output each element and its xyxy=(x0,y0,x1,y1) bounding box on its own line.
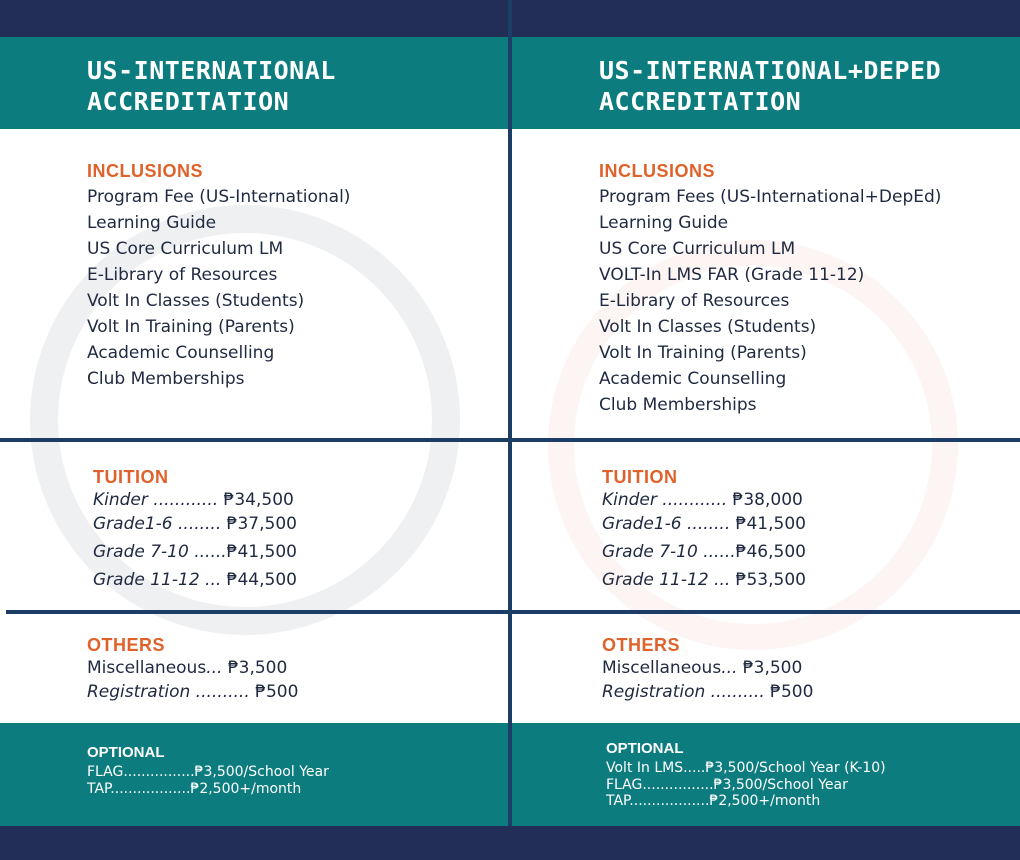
left-inclusions-label: INCLUSIONS xyxy=(87,161,204,181)
optional-item: FLAG................₱3,500/School Year xyxy=(606,776,848,793)
leader-dots: ........ xyxy=(172,514,227,534)
misc-label: Miscellaneous xyxy=(602,658,722,678)
misc-label: Miscellaneous xyxy=(87,658,207,678)
left-misc-row xyxy=(87,658,287,678)
right-tuition-row xyxy=(602,514,806,534)
list-item: VOLT-In LMS FAR (Grade 11-12) xyxy=(599,265,865,285)
right-others-label: OTHERS xyxy=(602,635,681,655)
price: ₱500 xyxy=(255,682,299,702)
price: ₱53,500 xyxy=(735,570,806,590)
right-plan-title xyxy=(599,55,941,117)
right-inclusions-list xyxy=(599,184,941,418)
grade-label: Grade 7-10 xyxy=(602,542,698,562)
list-item: Volt In Training (Parents) xyxy=(599,343,807,363)
grade-label: Grade 11-12 xyxy=(93,570,200,590)
price: ₱46,500 xyxy=(735,542,806,562)
registration-label: Registration xyxy=(602,682,706,702)
leader-dots: ........ xyxy=(681,514,736,534)
list-item: Volt In Training (Parents) xyxy=(87,317,295,337)
list-item: Academic Counselling xyxy=(599,369,787,389)
optional-item: TAP..................₱2,500+/month xyxy=(606,793,821,809)
column-divider xyxy=(508,0,512,826)
left-optional-label: OPTIONAL xyxy=(87,744,165,761)
left-others-label: OTHERS xyxy=(87,635,166,655)
left-tuition-row xyxy=(93,514,297,534)
price: ₱3,500 xyxy=(742,658,803,678)
price: ₱38,000 xyxy=(732,490,803,510)
left-registration-row xyxy=(87,682,298,702)
price: ₱37,500 xyxy=(226,514,297,534)
registration-label: Registration xyxy=(87,682,191,702)
right-optional-label: OPTIONAL xyxy=(606,740,684,757)
price: ₱44,500 xyxy=(226,570,297,590)
grade-label: Grade 7-10 xyxy=(93,542,189,562)
leader-dots: ... xyxy=(206,658,228,678)
left-plan-title xyxy=(87,55,336,117)
left-title-line1: US-INTERNATIONAL xyxy=(87,56,336,85)
left-tuition-label: TUITION xyxy=(93,467,169,487)
leader-dots: ...... xyxy=(188,542,227,562)
list-item: US Core Curriculum LM xyxy=(87,239,284,259)
optional-item: TAP..................₱2,500+/month xyxy=(87,780,302,797)
right-misc-row xyxy=(602,658,802,678)
left-title-line2: ACCREDITATION xyxy=(87,87,290,116)
leader-dots: ...... xyxy=(697,542,736,562)
right-title-line1: US-INTERNATIONAL+DEPED xyxy=(599,56,942,85)
leader-dots: .......... xyxy=(190,682,256,702)
grade-label: Grade1-6 xyxy=(602,514,682,534)
list-item: Learning Guide xyxy=(87,213,217,233)
grade-label: Grade 11-12 xyxy=(602,570,709,590)
list-item: Club Memberships xyxy=(87,369,245,389)
left-tuition-row xyxy=(93,542,297,562)
right-title-line2: ACCREDITATION xyxy=(599,87,802,116)
left-tuition-row xyxy=(93,490,294,510)
leader-dots: ............ xyxy=(656,490,733,510)
right-inclusions-label: INCLUSIONS xyxy=(599,161,716,181)
price: ₱500 xyxy=(770,682,814,702)
list-item: Academic Counselling xyxy=(87,343,275,363)
leader-dots: .......... xyxy=(705,682,771,702)
grade-label: Kinder xyxy=(93,490,148,510)
optional-item: Volt In LMS.....₱3,500/School Year (K-10) xyxy=(606,760,886,776)
list-item: Program Fees (US-International+DepEd) xyxy=(599,187,942,207)
bottom-band xyxy=(0,826,1020,860)
right-tuition-row xyxy=(602,570,806,590)
right-tuition-row xyxy=(602,542,806,562)
list-item: E-Library of Resources xyxy=(599,291,790,311)
right-tuition-label: TUITION xyxy=(602,467,678,487)
leader-dots: ... xyxy=(199,570,227,590)
grade-label: Grade1-6 xyxy=(93,514,173,534)
price: ₱3,500 xyxy=(227,658,288,678)
list-item: Learning Guide xyxy=(599,213,729,233)
price: ₱34,500 xyxy=(223,490,294,510)
leader-dots: ... xyxy=(708,570,736,590)
left-inclusions-list xyxy=(87,184,350,392)
list-item: Program Fee (US-International) xyxy=(87,187,351,207)
list-item: Volt In Classes (Students) xyxy=(599,317,817,337)
right-registration-row xyxy=(602,682,813,702)
price: ₱41,500 xyxy=(226,542,297,562)
others-divider xyxy=(6,610,1020,614)
leader-dots: ... xyxy=(721,658,743,678)
leader-dots: ............ xyxy=(147,490,224,510)
left-optional-list xyxy=(87,764,329,797)
price: ₱41,500 xyxy=(735,514,806,534)
list-item: US Core Curriculum LM xyxy=(599,239,796,259)
right-optional-list xyxy=(606,760,886,810)
list-item: Club Memberships xyxy=(599,395,757,415)
right-tuition-row xyxy=(602,490,803,510)
list-item: Volt In Classes (Students) xyxy=(87,291,305,311)
list-item: E-Library of Resources xyxy=(87,265,278,285)
tuition-divider xyxy=(0,438,1020,442)
left-tuition-row xyxy=(93,570,297,590)
optional-item: FLAG................₱3,500/School Year xyxy=(87,764,329,780)
grade-label: Kinder xyxy=(602,490,657,510)
